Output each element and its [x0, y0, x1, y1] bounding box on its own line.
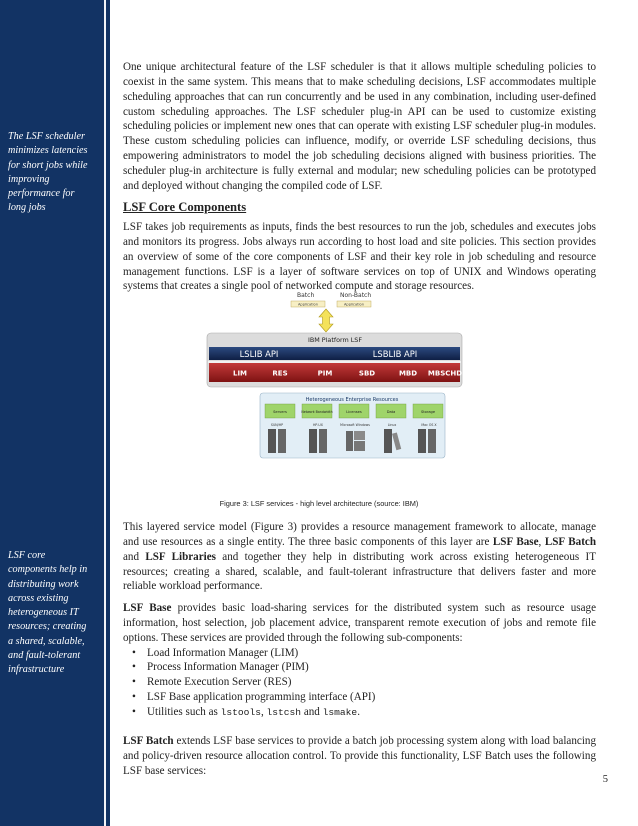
term-lsf-batch: LSF Batch [544, 535, 596, 548]
margin-note-core-components: LSF core components help in distributing work across existing heterogeneous IT resources; creating a shared, scalable, and fault-tolerant infrastructure [8, 550, 88, 676]
resource-licenses-label: Licenses [346, 410, 362, 414]
lsblib-api-label: LSBLIB API [372, 349, 418, 359]
os-label-linux: Linux [387, 423, 397, 427]
utility-lstools: lstools [220, 706, 261, 718]
utility-lstcsh: lstcsh [266, 706, 302, 718]
base-component-list [123, 646, 596, 721]
list-item [123, 705, 596, 721]
module-res: RES [272, 369, 288, 378]
os-label-sun-hp: SUN/HP [270, 423, 284, 427]
base-block [123, 601, 596, 721]
utility-sep: , [260, 705, 267, 718]
utility-end: . [357, 705, 360, 718]
layer-sep-1: , [538, 535, 545, 548]
resource-storage-label: Storage [420, 410, 436, 414]
resource-data-label: Data [386, 410, 396, 414]
resource-servers-label: Servers [273, 410, 287, 414]
list-item: • LSF Base application programming interface (API) [123, 690, 596, 705]
architecture-diagram [205, 292, 465, 470]
intro-block [123, 60, 596, 194]
platform-label: IBM Platform LSF [307, 336, 363, 344]
module-pim: PIM [317, 369, 333, 378]
list-item: • Remote Execution Server (RES) [123, 675, 596, 690]
term-lsf-batch-2: LSF Batch [123, 735, 174, 747]
core-paragraph: LSF takes job requirements as inputs, finds the best resources to run the job, schedules and executes jobs and monitors its progress. Jobs always run according to host load and site policies. This section provides an overview of some of the core components of LSF and their key role in job scheduling and resource management functions. LSF is a layer of software services on top of UNIX and Windows operating systems that creates a single pool of networked compute and storage resources. [123, 221, 596, 293]
section-heading: LSF Core Components [123, 200, 247, 214]
margin-note-scheduler: The LSF scheduler minimizes latencies for short jobs while improving performance for long jobs [8, 131, 88, 214]
term-lsf-base-2: LSF Base [123, 602, 172, 614]
sidebar-divider [104, 0, 106, 826]
batch-app-label: Application [297, 302, 319, 307]
base-text: provides basic load-sharing services for the distributed system such as resource usage information, host selection, job placement advice, transparent remote execution of jobs and remote file options. These services are provided through the following sub-components: [123, 602, 596, 644]
module-mbschd: MBSCHD [427, 369, 463, 378]
nonbatch-app-label: Application [343, 302, 365, 307]
os-label-macos: Mac OS X [421, 423, 437, 427]
batch-label: Batch [297, 292, 315, 299]
hetero-title: Heterogeneous Enterprise Resources [305, 397, 399, 403]
batch-text: extends LSF base services to provide a batch job processing system along with load balancing and policy-driven resource allocation control. To provide this functionality, LSF Batch uses the following LSF base services: [123, 735, 596, 777]
term-lsf-libraries: LSF Libraries [145, 550, 216, 563]
resource-network-label: Network Bandwidth [301, 410, 333, 414]
layer-paragraph [123, 520, 596, 594]
module-lim: LIM [232, 369, 248, 378]
list-item: • Load Information Manager (LIM) [123, 646, 596, 661]
module-mbd: MBD [398, 369, 418, 378]
nonbatch-label: Non-Batch [340, 292, 372, 299]
layer-block [123, 520, 596, 594]
term-lsf-base: LSF Base [492, 535, 539, 548]
utility-and: and [301, 705, 323, 718]
layer-and-1: and [123, 550, 146, 563]
utility-lsmake: lsmake [322, 706, 358, 718]
layer-text-2: and together they help in distributing work across existing heterogeneous IT resources; creating a shared, scalable, and fault-tolerant infrastructure that delivers faster and more reliable workload performance. [123, 550, 596, 593]
os-label-hpux: HP-UX [313, 423, 323, 427]
core-block [123, 220, 596, 294]
list-item: • Process Information Manager (PIM) [123, 660, 596, 675]
figure-caption: Figure 3: LSF services - high level architecture (source: IBM) [219, 499, 419, 508]
os-label-windows: Microsoft Windows [340, 423, 370, 427]
page-number: 5 [602, 774, 608, 785]
sidebar-edge [107, 0, 110, 826]
module-sbd: SBD [358, 369, 376, 378]
batch-block [123, 734, 596, 779]
utilities-prefix: Utilities such as [147, 705, 221, 718]
layer-text-1: This layered service model (Figure 3) provides a resource management framework to allocate, manage and use resources as a single entity. The three basic components of this layer are [123, 521, 596, 548]
sidebar [0, 0, 110, 826]
intro-paragraph: One unique architectural feature of the LSF scheduler is that it allows multiple scheduling policies to coexist in the same system. This means that to make scheduling decisions, LSF accommodates multiple scheduling approaches that can run concurrently and be used in any combination, including user-defined custom scheduling approaches. The LSF scheduler plug-in API can be used to customize existing scheduling policies or implement new ones that can operate with existing LSF scheduler plug-in modules. These custom scheduling policies can influence, modify, or override LSF scheduling decisions, thus empowering administrators to model the job scheduling decisions aligned with business priorities. The scheduler plug-in architecture is fully external and modular; new scheduling policies can be prototyped and deployed without changing the compiled code of LSF. [123, 61, 596, 192]
lslib-api-label: LSLIB API [239, 349, 279, 359]
batch-paragraph [123, 734, 596, 779]
base-paragraph [123, 601, 596, 646]
